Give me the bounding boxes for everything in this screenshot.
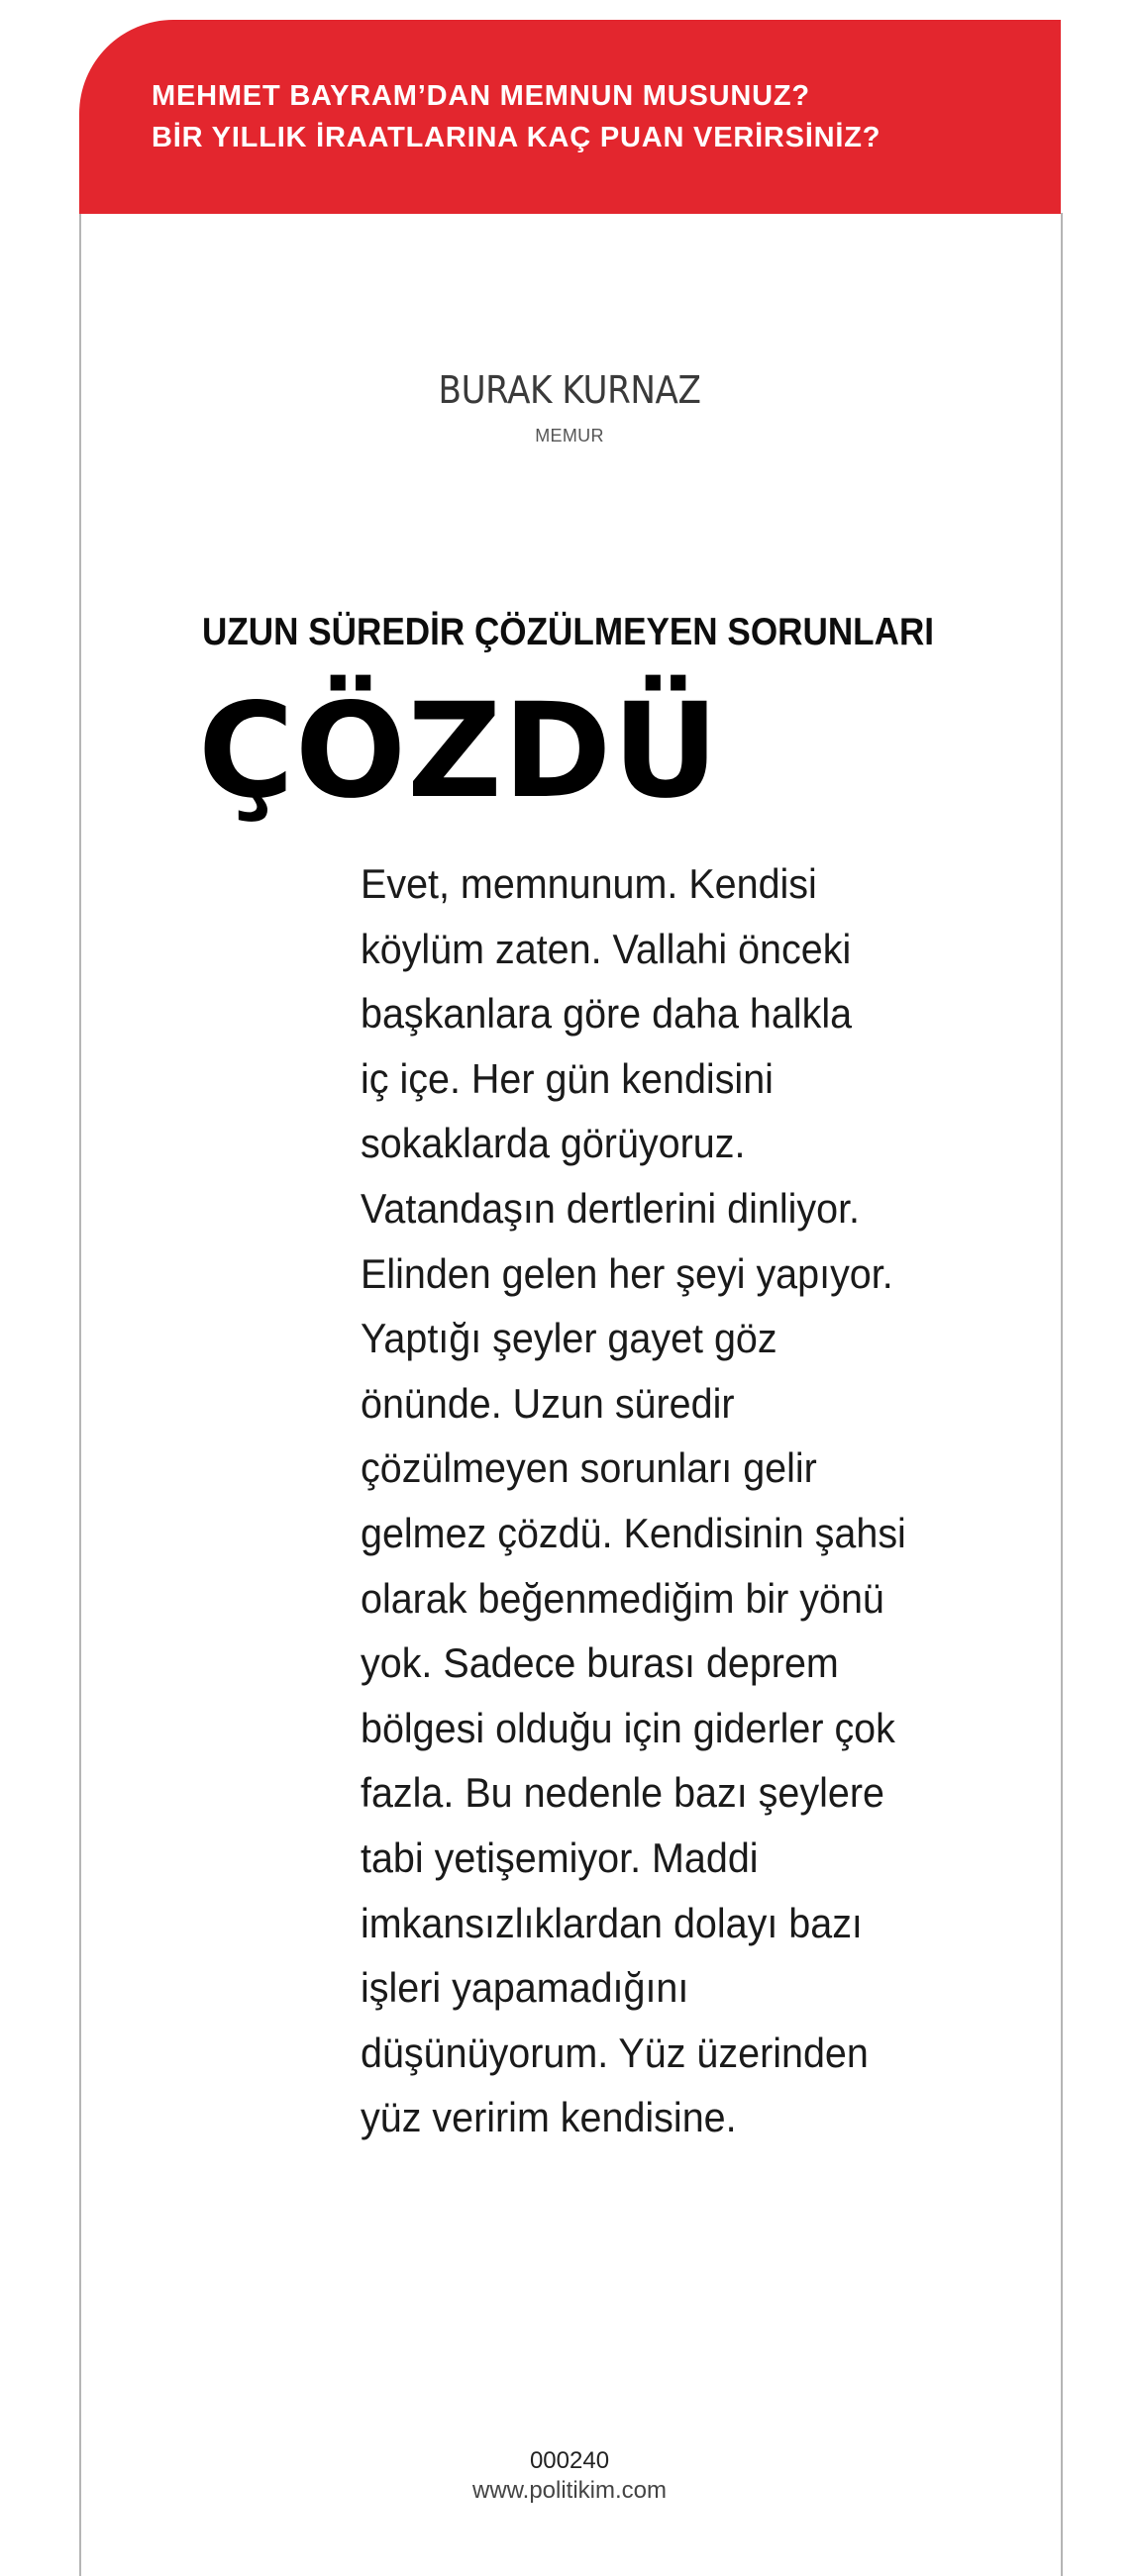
answer-line: fazla. Bu nedenle bazı şeylere: [361, 1769, 884, 1817]
website-url: www.politikim.com: [471, 2477, 668, 2504]
banner-question-line-2: BİR YILLIK İRAATLARINA KAÇ PUAN VERİRSİNİZ?: [152, 122, 881, 153]
page-code: 000240: [529, 2447, 610, 2474]
question-banner: [79, 20, 1061, 214]
answer-line: tabi yetişemiyor. Maddi: [361, 1833, 759, 1881]
answer-line: yüz veririm kendisine.: [361, 2094, 737, 2141]
answer-line: yok. Sadece burası deprem: [361, 1639, 839, 1687]
headline-kicker: UZUN SÜREDİR ÇÖZÜLMEYEN SORUNLARI: [202, 611, 935, 653]
answer-line: imkansızlıklardan dolayı bazı: [361, 1899, 863, 1946]
left-border-line: [79, 213, 81, 2576]
answer-line: Vatandaşın dertlerini dinliyor.: [361, 1184, 861, 1232]
respondent-name: BURAK KURNAZ: [438, 368, 701, 412]
answer-line: bölgesi olduğu için giderler çok: [361, 1704, 895, 1751]
answer-line: önünde. Uzun süredir: [361, 1379, 735, 1427]
answer-line: Evet, memnunum. Kendisi: [361, 860, 817, 907]
answer-text: [361, 851, 994, 2150]
headline: ÇÖZDÜ: [198, 675, 720, 828]
answer-line: işleri yapamadığını: [361, 1964, 689, 2012]
answer-line: köylüm zaten. Vallahi önceki: [361, 925, 852, 972]
answer-line: Yaptığı şeyler gayet göz: [361, 1315, 777, 1362]
answer-line: olarak beğenmediğim bir yönü: [361, 1574, 884, 1622]
answer-line: çözülmeyen sorunları gelir: [361, 1444, 817, 1492]
answer-line: sokaklarda görüyoruz.: [361, 1120, 746, 1167]
banner-question-line-1: MEHMET BAYRAM’DAN MEMNUN MUSUNUZ?: [152, 80, 810, 112]
answer-line: başkanlara göre daha halkla: [361, 990, 853, 1038]
answer-line: düşünüyorum. Yüz üzerinden: [361, 2029, 869, 2076]
right-border-line: [1061, 213, 1063, 2576]
respondent-occupation: MEMUR: [535, 426, 604, 446]
answer-line: gelmez çözdü. Kendisinin şahsi: [361, 1509, 906, 1556]
answer-line: Elinden gelen her şeyi yapıyor.: [361, 1249, 893, 1297]
answer-line: iç içe. Her gün kendisini: [361, 1054, 774, 1102]
